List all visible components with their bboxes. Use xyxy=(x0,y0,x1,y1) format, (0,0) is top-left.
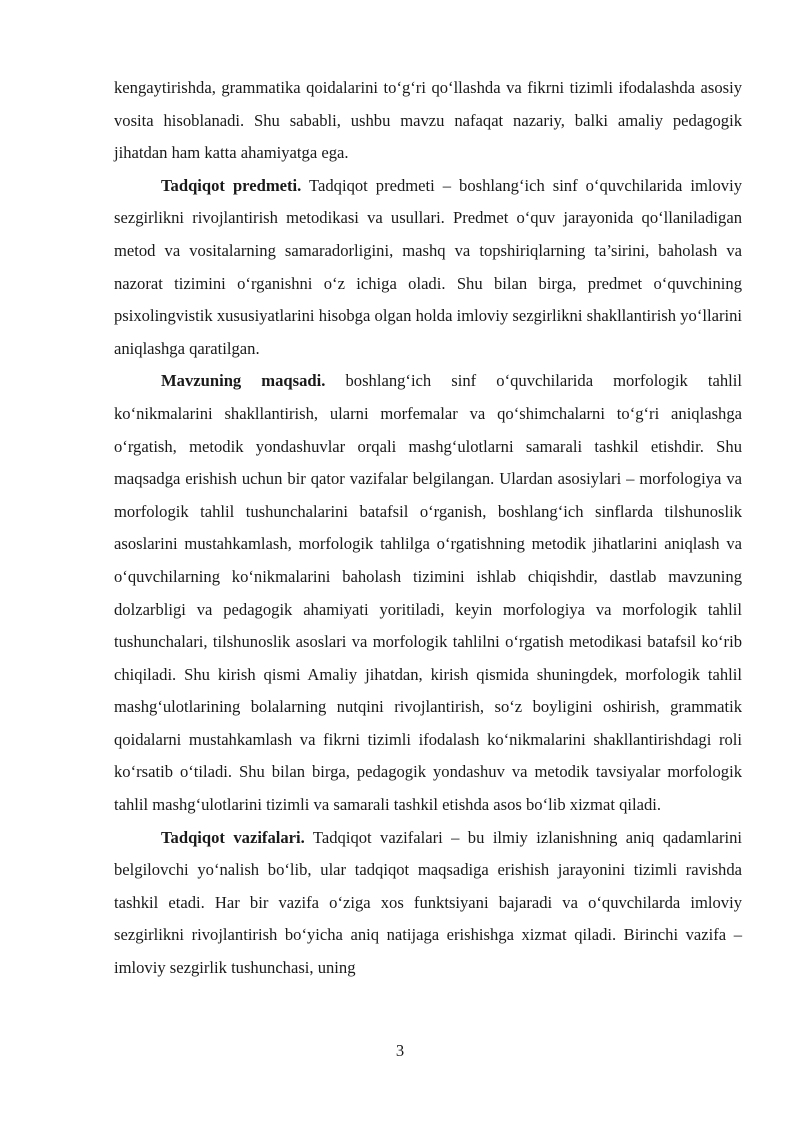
paragraph-heading: Mavzuning maqsadi. xyxy=(161,371,326,391)
paragraph-text: Tadqiqot predmeti – boshlang‘ich sinf o‘quvchilarida imloviy sezgirlikni rivojlantirish metodikasi va usullari. Predmet o‘quv jarayonida qo‘llaniladigan metod va vositalarning samaradorligini, mashq va topshiriqlarning ta’sirini, baholash va nazorat tizimini o‘rganishni o‘z ichiga oladi. Shu bilan birga, predmet o‘quvchining psixolingvistik xususiyatlarini hisobga olgan holda imloviy sezgirlikni shakllantirish yo‘llarini aniqlashga qaratilgan. xyxy=(114,175,743,358)
paragraph-text: kengaytirishda, grammatika qoidalarini to‘g‘ri qo‘llashda va fikrni tizimli ifodalashda asosiy vosita hisoblanadi. Shu sababli, ushbu mavzu nafaqat nazariy, balki amaliy pedagogik jihatdan ham katta ahamiyatga ega. xyxy=(114,78,742,163)
paragraph-text: boshlang‘ich sinf o‘quvchilarida morfologik tahlil ko‘nikmalarini shakllantirish, ularni morfemalar va qo‘shimchalarni to‘g‘ri aniqlashga o‘rgatish, metodik yondashuvlar orqali mashg‘ulotlarni samarali tashkil etishdir. Shu maqsadga erishish uchun bir qator vazifalar belgilangan. Ulardan asosiylari – morfologiya va morfologik tahlil tushunchalarini batafsil o‘rganish, boshlang‘ich sinflarda tilshunoslik asoslarini mustahkamlash, morfologik tahlilga o‘rgatishning metodik jihatlarini aniqlash va o‘quvchilarning ko‘nikmalarini baholash tizimini ishlab chiqishdir, dastlab mavzuning dolzarbligi va pedagogik ahamiyati yoritiladi, keyin morfologiya va morfologik tahlil tushunchalari, tilshunoslik asoslari va morfologik tahlilni o‘rgatish metodikasi batafsil ko‘rib chiqiladi. Shu kirish qismi Amaliy jihatdan, kirish qismida shuningdek, morfologik tahlil mashg‘ulotlarining bolalarning nutqini rivojlantirish, so‘z boyligini oshirish, grammatik qoidalarni mustahkamlash va fikrni tizimli ifodalash ko‘nikmalarini shakllantirishdagi roli ko‘rsatib o‘tiladi. Shu bilan birga, pedagogik yondashuv va metodik tavsiyalar morfologik tahlil mashg‘ulotlarini tizimli va samarali tashkil etishda asos bo‘lib xizmat qiladi. xyxy=(114,371,743,815)
page-number: 3 xyxy=(395,1041,405,1060)
document-body xyxy=(114,72,742,985)
paragraph-intro-continuation xyxy=(114,72,742,170)
paragraph-research-tasks xyxy=(114,822,742,985)
paragraph-heading: Tadqiqot predmeti. xyxy=(161,175,302,195)
paragraph-topic-goal xyxy=(114,365,742,821)
paragraph-research-subject xyxy=(114,170,742,366)
paragraph-heading: Tadqiqot vazifalari. xyxy=(161,827,305,847)
paragraph-text: Tadqiqot vazifalari – bu ilmiy izlanishning aniq qadamlarini belgilovchi yo‘nalish bo‘lib, ular tadqiqot maqsadiga erishish jarayonini tizimli ravishda tashkil etadi. Har bir vazifa o‘ziga xos funktsiyani bajaradi va o‘quvchilarda imloviy sezgirlikni rivojlantirish bo‘yicha aniq natijaga erishishga xizmat qiladi. Birinchi vazifa – imloviy sezgirlik tushunchasi, uning xyxy=(114,827,743,978)
